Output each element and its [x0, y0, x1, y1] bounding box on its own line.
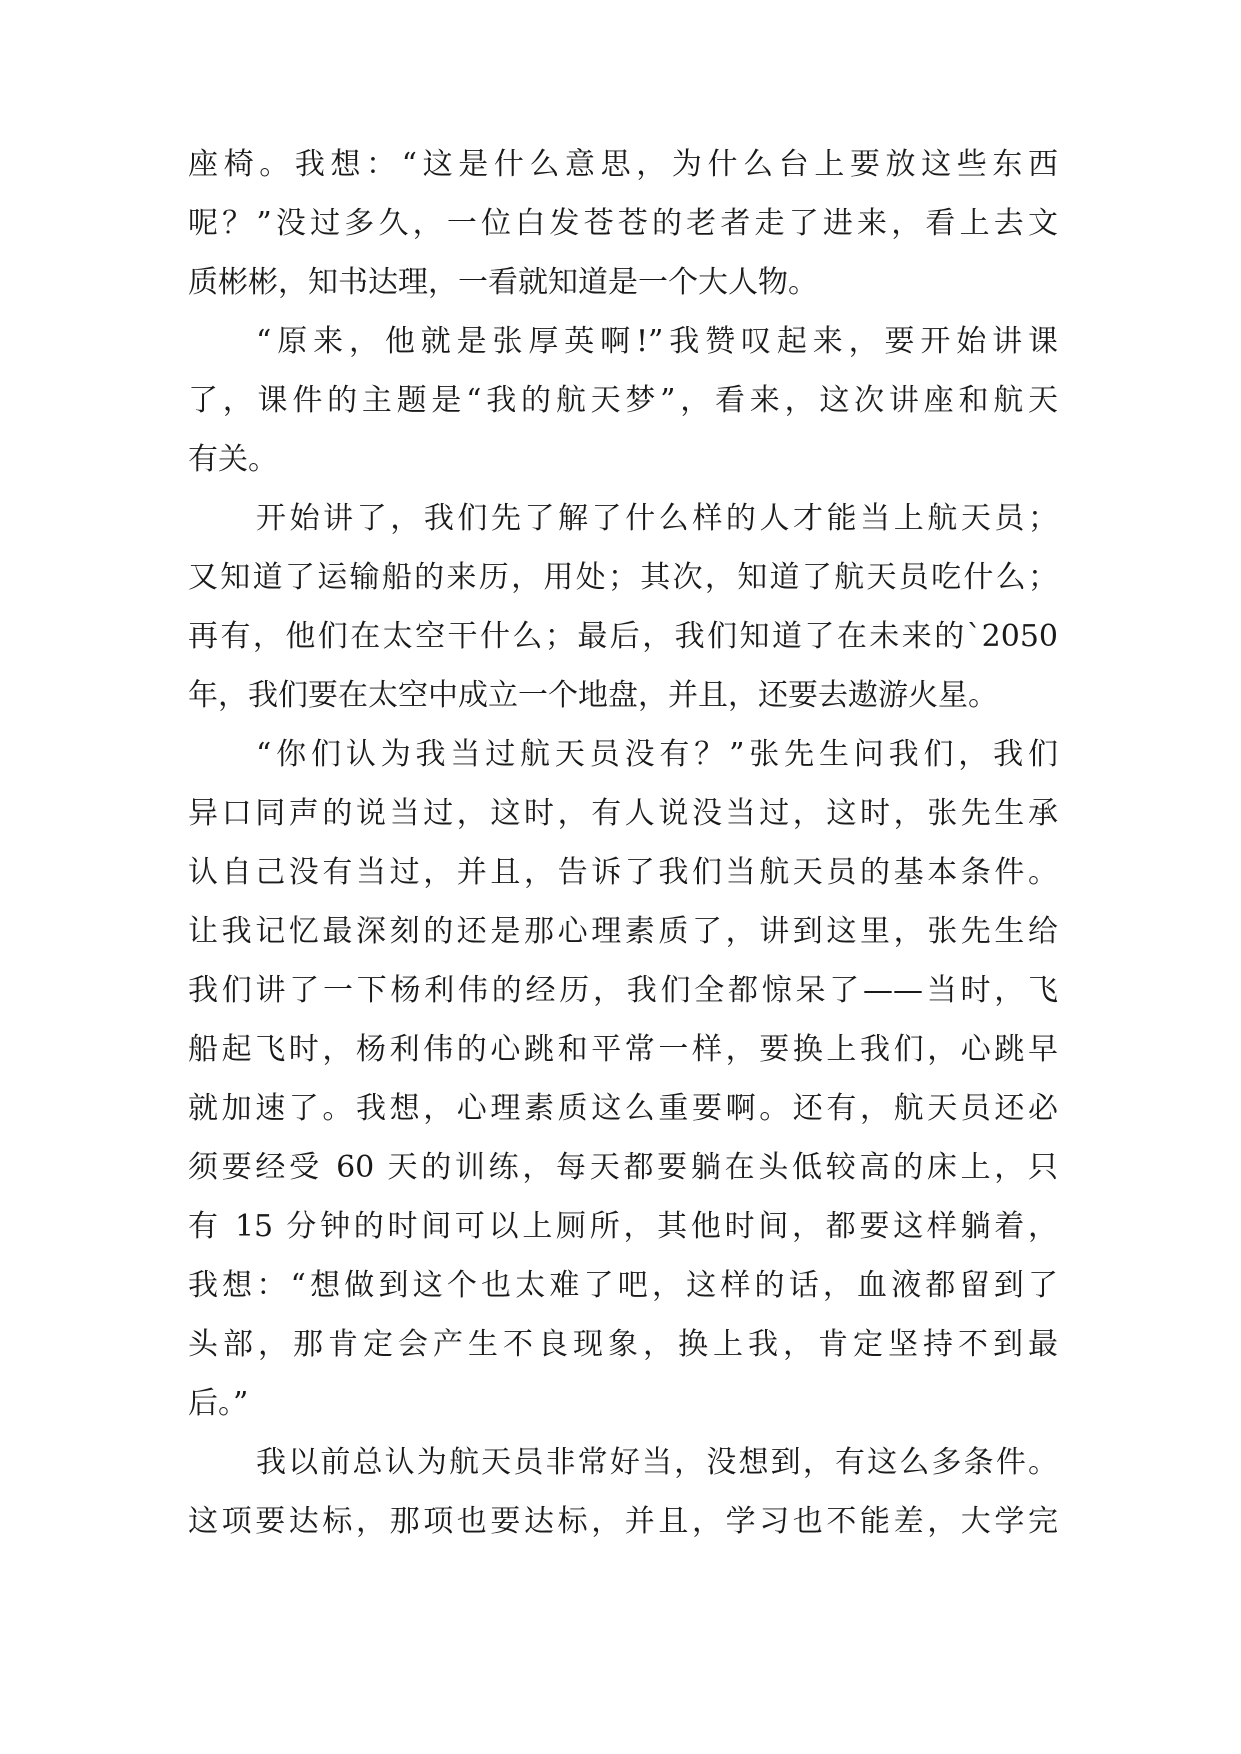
text-line: “原来，他就是张厚英啊!”我赞叹起来，要开始讲课 [256, 324, 1058, 359]
text-line: 我以前总认为航天员非常好当，没想到，有这么多条件。 [256, 1445, 1058, 1480]
text-line: 后。” [188, 1386, 249, 1421]
text-line: 我们讲了一下杨利伟的经历，我们全都惊呆了——当时，飞 [188, 973, 1058, 1008]
text-line: 认自己没有当过，并且，告诉了我们当航天员的基本条件。 [188, 855, 1058, 890]
text-line: 就加速了。我想，心理素质这么重要啊。还有，航天员还必 [188, 1091, 1058, 1126]
text-line: 座椅。我想：“这是什么意思，为什么台上要放这些东西 [188, 147, 1058, 182]
text-line: 开始讲了，我们先了解了什么样的人才能当上航天员； [256, 501, 1058, 536]
text-line: 再有，他们在太空干什么；最后，我们知道了在未来的`2050 [188, 619, 1058, 654]
text-line: 有关。 [188, 442, 278, 477]
text-line: 头部，那肯定会产生不良现象，换上我，肯定坚持不到最 [188, 1327, 1058, 1362]
text-line: 须要经受 60 天的训练，每天都要躺在头低较高的床上，只 [188, 1150, 1058, 1185]
essay-body [188, 140, 1058, 1556]
text-line: 船起飞时，杨利伟的心跳和平常一样，要换上我们，心跳早 [188, 1032, 1058, 1067]
text-line: “你们认为我当过航天员没有？”张先生问我们，我们 [256, 737, 1058, 772]
text-line: 年，我们要在太空中成立一个地盘，并且，还要去遨游火星。 [188, 678, 998, 713]
text-line: 质彬彬，知书达理，一看就知道是一个大人物。 [188, 265, 818, 300]
text-line: 异口同声的说当过，这时，有人说没当过，这时，张先生承 [188, 796, 1058, 831]
text-line: 又知道了运输船的来历，用处；其次，知道了航天员吃什么； [188, 560, 1058, 595]
text-line: 我想：“想做到这个也太难了吧，这样的话，血液都留到了 [188, 1268, 1058, 1303]
text-line: 有 15 分钟的时间可以上厕所，其他时间，都要这样躺着， [188, 1209, 1058, 1244]
text-line: 这项要达标，那项也要达标，并且，学习也不能差，大学完 [188, 1504, 1058, 1539]
text-line: 呢？”没过多久，一位白发苍苍的老者走了进来，看上去文 [188, 206, 1058, 241]
text-line: 让我记忆最深刻的还是那心理素质了，讲到这里，张先生给 [188, 914, 1058, 949]
text-line: 了，课件的主题是“我的航天梦”，看来，这次讲座和航天 [188, 383, 1058, 418]
